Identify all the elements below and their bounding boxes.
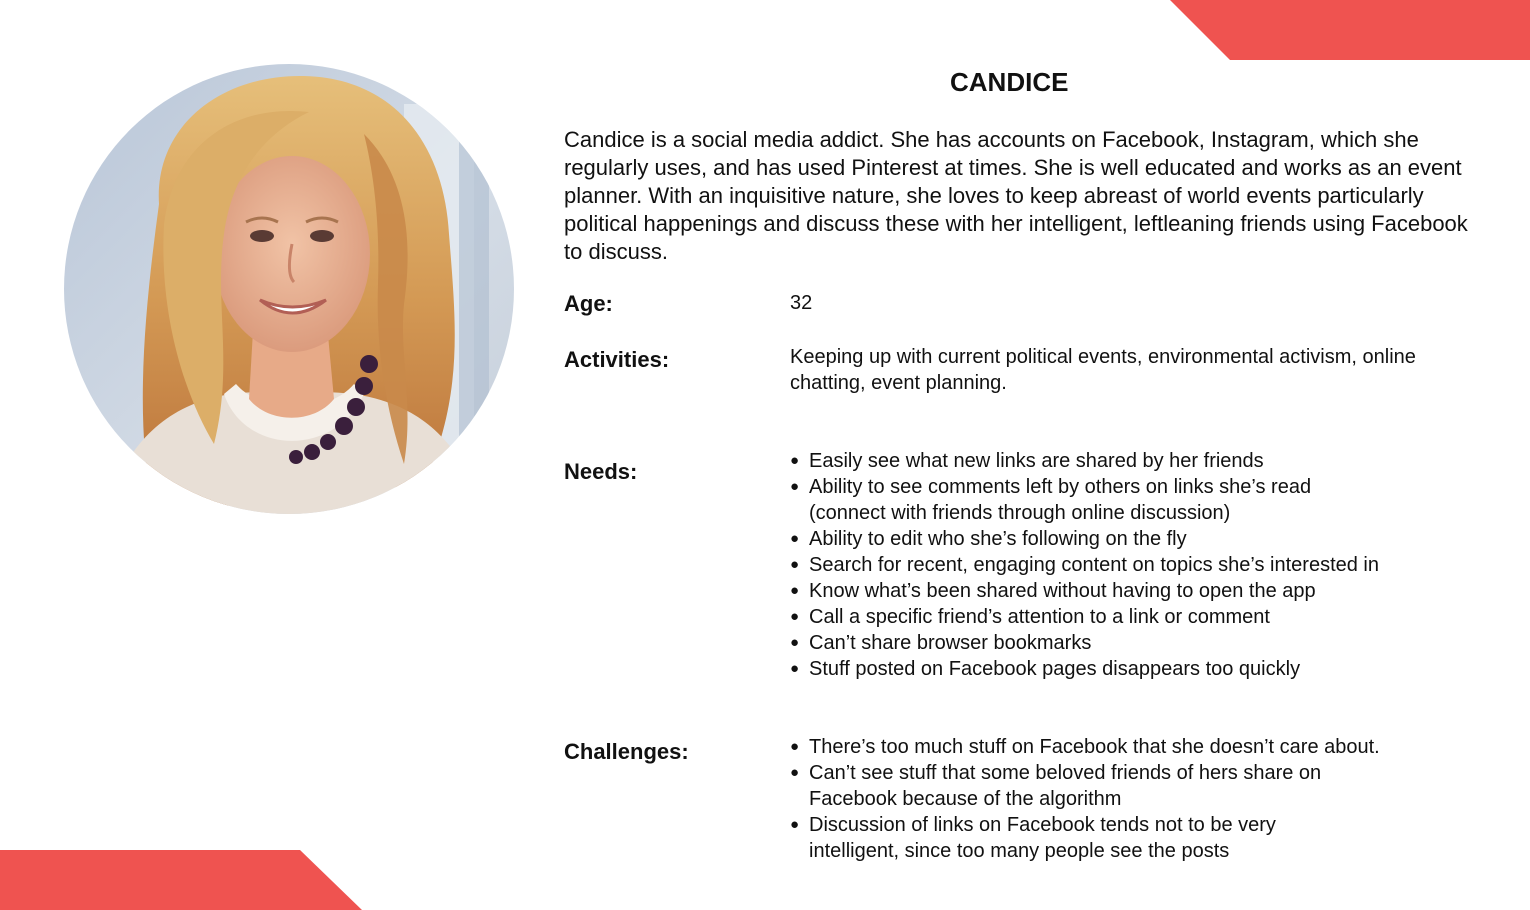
list-item: ● Discussion of links on Facebook tends not to be very intelligent, since too many people see the posts [790, 812, 1350, 864]
activities-label: Activities: [564, 347, 670, 372]
list-item: ● Ability to see comments left by others on links she’s read (connect with friends through online discussion) [790, 474, 1380, 526]
person-photo-icon [64, 64, 514, 514]
age-value: 32 [790, 292, 813, 314]
needs-list [790, 448, 1470, 682]
challenges-label: Challenges: [564, 739, 689, 764]
list-item: ● Ability to edit who she’s following on the fly [790, 526, 1470, 552]
list-item: ● Call a specific friend’s attention to a link or comment [790, 604, 1470, 630]
list-item: ● Can’t share browser bookmarks [790, 630, 1470, 656]
activities-value: Keeping up with current political events, environmental activism, online chatting, event planning. [790, 346, 1416, 394]
list-item: ● Search for recent, engaging content on topics she’s interested in [790, 552, 1470, 578]
challenges-list [790, 734, 1470, 864]
persona-bio: Candice is a social media addict. She has accounts on Facebook, Instagram, which she regularly uses, and has used Pinterest at times. She is well educated and works as an event planner. With an inquisitive nature, she loves to keep abreast of world events particularly political happenings and discuss these with her intelligent, leftleaning friends using Facebook to discuss. [564, 127, 1468, 264]
needs-label: Needs: [564, 459, 638, 484]
list-item: ● Easily see what new links are shared by her friends [790, 448, 1470, 474]
list-item: ● Can’t see stuff that some beloved friends of hers share on Facebook because of the algorithm [790, 760, 1390, 812]
age-label: Age: [564, 291, 613, 316]
list-item: ● Know what’s been shared without having to open the app [790, 578, 1470, 604]
list-item: ● There’s too much stuff on Facebook that she doesn’t care about. [790, 734, 1470, 760]
persona-photo [64, 64, 514, 514]
list-item: ● Stuff posted on Facebook pages disappears too quickly [790, 656, 1470, 682]
corner-decoration-bottom [0, 850, 362, 910]
persona-name: CANDICE [950, 67, 1069, 97]
corner-decoration-top [1170, 0, 1530, 60]
